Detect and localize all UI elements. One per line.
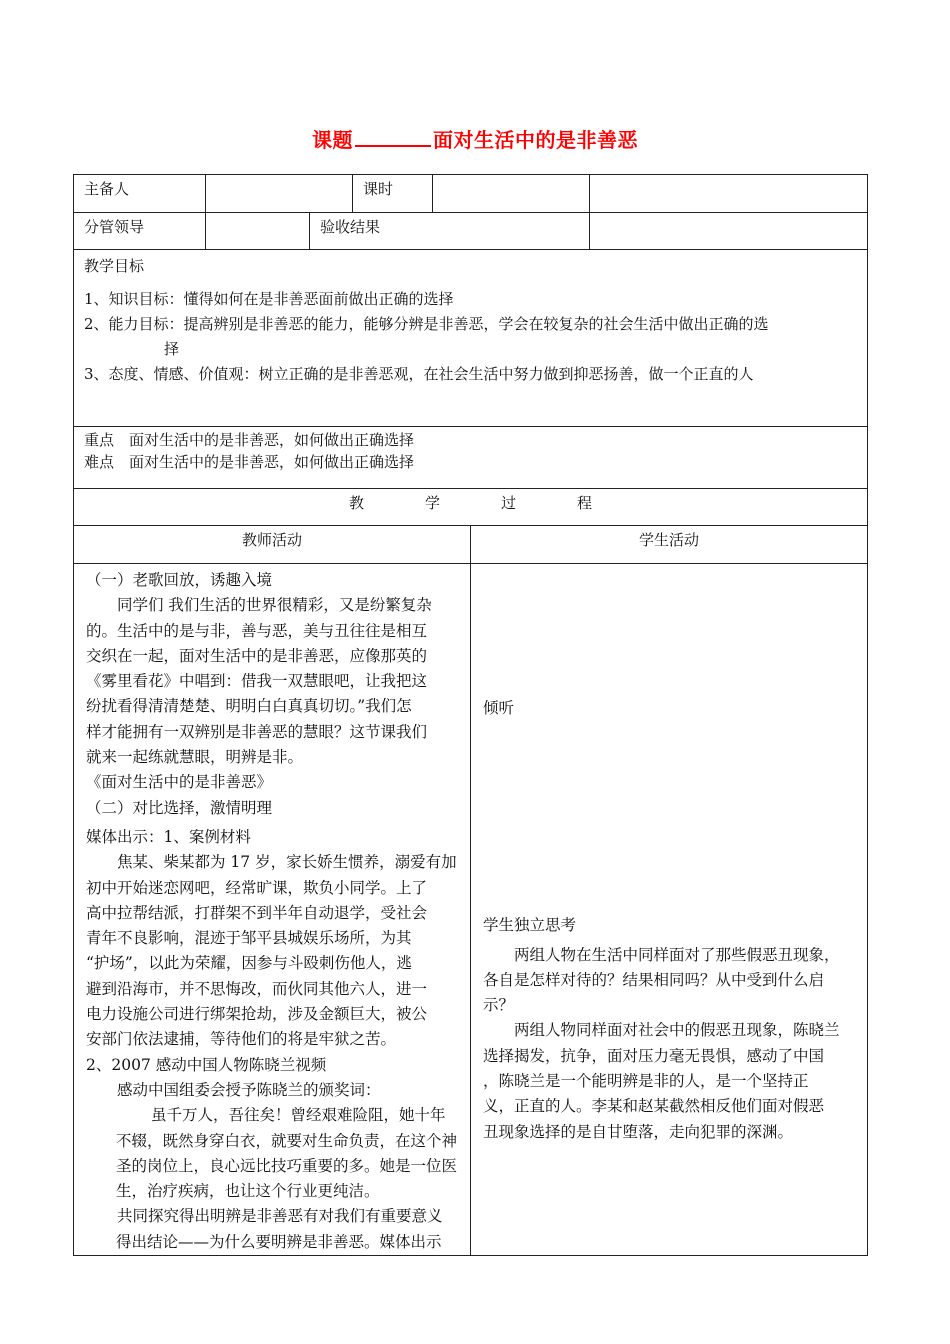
student-line: 义，正直的人。李某和赵某截然相反他们面对假恶 (483, 1097, 825, 1116)
teacher-line: 样才能拥有一双辨别是非善恶的慧眼？这节课我们 (86, 722, 428, 741)
objective-ability-cont: 择 (164, 340, 180, 358)
teacher-line: 得出结论——为什么要明辨是非善恶。媒体出示 (116, 1232, 442, 1251)
teacher-line: 媒体出示：1、案例材料 (86, 827, 251, 846)
objective-knowledge: 1、知识目标：懂得如何在是非善恶面前做出正确的选择 (84, 290, 454, 308)
teacher-line: 青年不良影响，混迹于邹平县城娱乐场所，为其 (86, 929, 412, 948)
teacher-line: 《面对生活中的是非善恶》 (86, 773, 273, 792)
teacher-activities (74, 564, 470, 1255)
teacher-line: 就来一起练就慧眼，明辨是非。 (86, 748, 304, 767)
acceptance-label: 验收结果 (320, 218, 381, 236)
teacher-line: 《雾里看花》中唱到：借我一双慧眼吧，让我把这 (86, 672, 428, 691)
objectives-section (74, 250, 867, 397)
student-line: ，陈晓兰是一个能明辨是非的人，是一个坚持正 (483, 1072, 809, 1091)
objective-attitude: 3、态度、情感、价值观：树立正确的是非善恶观，在社会生活中努力做到抑恶扬善，做一个正直的人 (84, 365, 754, 383)
key-points-section (74, 427, 867, 476)
objective-ability: 2、能力目标：提高辨别是非善恶的能力，能够分辨是非善恶，学会在较复杂的社会生活中做出正确的选 (84, 315, 769, 333)
lesson-plan-table (73, 174, 868, 1256)
teacher-line: 交织在一起，面对生活中的是非善恶，应像那英的 (86, 646, 428, 665)
title-main: 面对生活中的是非善恶 (433, 128, 638, 152)
student-line: 倾听 (483, 699, 515, 717)
teacher-line: 生，治疗疾病，也让这个行业更纯洁。 (116, 1182, 380, 1201)
difficult-point: 难点 面对生活中的是非善恶，如何做出正确选择 (84, 453, 415, 471)
objectives-heading: 教学目标 (84, 257, 145, 275)
teacher-line: “护场”，以此为荣耀，因参与斗殴刺伤他人，逃 (86, 954, 412, 973)
teacher-line: （一）老歌回放，诱趣入境 (86, 571, 273, 589)
process-char: 程 (576, 494, 592, 512)
teacher-line: 圣的岗位上，良心远比技巧重要的多。她是一位医 (116, 1156, 458, 1175)
teacher-column-header: 教师活动 (241, 531, 302, 549)
objectives-row (74, 250, 868, 427)
student-line: 示？ (483, 996, 515, 1015)
key-points-row (74, 427, 868, 489)
teacher-line: 安部门依法逮捕，等待他们的将是牢狱之苦。 (86, 1030, 397, 1049)
teacher-line: 电力设施公司进行绑架抢劫，涉及金额巨大，被公 (86, 1005, 428, 1024)
teacher-line: 高中拉帮结派，打群架不到半年自动退学，受社会 (86, 903, 428, 922)
student-column-header: 学生活动 (638, 531, 699, 549)
process-char: 学 (424, 494, 440, 512)
student-line: 丑现象选择的是自甘堕落，走向犯罪的深渊。 (483, 1122, 794, 1141)
student-line: 各自是怎样对待的？结果相同吗？从中受到什么启 (483, 970, 825, 989)
teacher-line: 初中开始迷恋网吧，经常旷课，欺负小同学。上了 (86, 878, 428, 897)
process-heading (74, 489, 867, 517)
teacher-line: 纷扰看得清清楚楚、明明白白真真切切。”我们怎 (86, 697, 412, 716)
preparer-label: 主备人 (84, 180, 130, 198)
key-point: 重点 面对生活中的是非善恶，如何做出正确选择 (84, 431, 415, 449)
process-char: 过 (500, 494, 516, 512)
teacher-line: 2、2007 感动中国人物陈晓兰视频 (86, 1055, 327, 1074)
teacher-line: 同学们 我们生活的世界很精彩，又是纷繁复杂 (117, 596, 432, 615)
columns-header-row (74, 526, 868, 564)
leader-value-cell[interactable] (206, 213, 310, 250)
acceptance-value-cell[interactable] (590, 213, 868, 250)
student-activities (471, 564, 867, 1145)
process-char: 教 (348, 494, 364, 512)
activities-row (74, 564, 868, 1256)
teacher-line: 虽千万人，吾往矣！曾经艰难险阻，她十年 (151, 1106, 446, 1125)
teacher-line: 共同探究得出明辨是非善恶有对我们有重要意义 (117, 1207, 443, 1226)
title-prefix: 课题 (312, 128, 353, 152)
student-line: 选择揭发，抗争，面对压力毫无畏惧，感动了中国 (483, 1046, 825, 1065)
student-line: 学生独立思考 (483, 916, 577, 935)
teacher-line: 焦某、柴某都为 17 岁，家长娇生惯养，溺爱有加 (117, 853, 457, 872)
leader-label: 分管领导 (84, 218, 145, 236)
teacher-line: 避到沿海市，并不思悔改，而伙同其他六人，进一 (86, 979, 428, 998)
class-hours-label: 课时 (363, 180, 394, 198)
document-title (0, 124, 950, 153)
leader-row (74, 213, 868, 250)
process-row (74, 489, 868, 526)
teacher-line: 不辍，既然身穿白衣，就要对生命负责，在这个神 (116, 1131, 458, 1150)
teacher-line: （二）对比选择，激情明理 (86, 798, 273, 817)
preparer-value-cell[interactable] (206, 175, 353, 213)
extra-value-cell[interactable] (590, 175, 868, 213)
student-line: 两组人物在生活中同样面对了那些假恶丑现象， (514, 945, 840, 964)
teacher-line: 的。生活中的是与非，善与恶，美与丑往往是相互 (86, 621, 428, 640)
student-line: 两组人物同样面对社会中的假恶丑现象，陈晓兰 (514, 1021, 840, 1040)
teacher-line: 感动中国组委会授予陈晓兰的颁奖词： (117, 1080, 381, 1099)
title-blank-line (355, 127, 431, 147)
preparer-row (74, 175, 868, 213)
class-hours-value-cell[interactable] (433, 175, 590, 213)
